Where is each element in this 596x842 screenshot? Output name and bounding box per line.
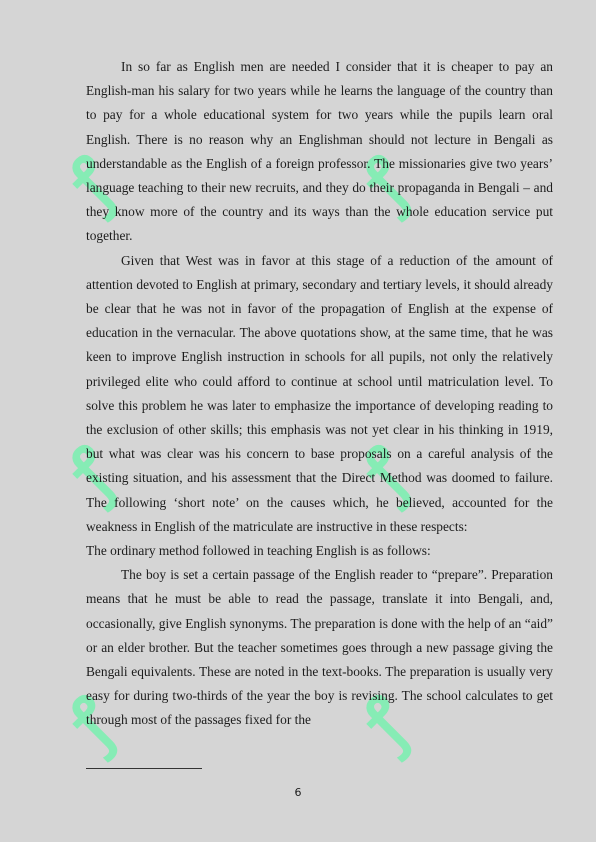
paragraph-analysis: Given that West was in favor at this stage of a reduction of the amount of attention devoted to English at primary, secondary and tertiary levels, it should already be clear that he was not in favor of the propagation of English at the expense of education in the vernacular. The above quotations show, at the same time, that he was keen to improve English instruction in schools for all pupils, not only the relatively privileged elite who could afford to continue at school until matriculation level. To solve this problem he was later to emphasize the importance of developing reading to the exclusion of other skills; this emphasis was not yet clear in his thinking in 1919, but what was clear was his concern to base proposals on a careful analysis of the existing situation, and his assessment that the Direct Method was doomed to failure. The following ‘short note’ on the causes which, he believed, accounted for the weakness in English of the matriculate are instructive in these respects: xyxy=(86,252,553,534)
paragraph-method-description: The boy is set a certain passage of the English reader to “prepare”. Preparation means that he must be able to read the passage, translate it into Bengali, and, occasionally, give English synonyms. The preparation is done with the help of an “aid” or an elder brother. But the teacher sometimes goes through a new passage giving the Bengali equivalents. These are noted in the text-books. The preparation is usually very easy for during two-thirds of the year the boy is revising. The school calculates to get through most of the passages fixed for the xyxy=(86,567,553,728)
watermark-logo: ꝭ xyxy=(347,435,424,512)
watermark-logo: ꝭ xyxy=(53,685,130,762)
body-text xyxy=(86,55,553,733)
footnote-separator xyxy=(86,768,202,769)
watermark-logo: ꝭ xyxy=(53,145,130,222)
paragraph-quotation: In so far as English men are needed I consider that it is cheaper to pay an English-man his salary for two years while he learns the language of the country than to pay for a whole educational system for two years while the pupils learn oral English. There is no reason why an Englishman should not lecture in Bengali as understandable as the English of a foreign professor. The missionaries give two years’ language teaching to their new recruits, and they do their propaganda in Bengali – and they know more of the country and its ways than the whole education service put together. xyxy=(86,59,553,244)
paragraph-method-intro: The ordinary method followed in teaching English is as follows: xyxy=(86,543,431,559)
watermark-logo: ꝭ xyxy=(347,145,424,222)
page-number: 6 xyxy=(294,786,302,799)
watermark-logo: ꝭ xyxy=(53,435,130,512)
watermark-logo: ꝭ xyxy=(347,685,424,762)
